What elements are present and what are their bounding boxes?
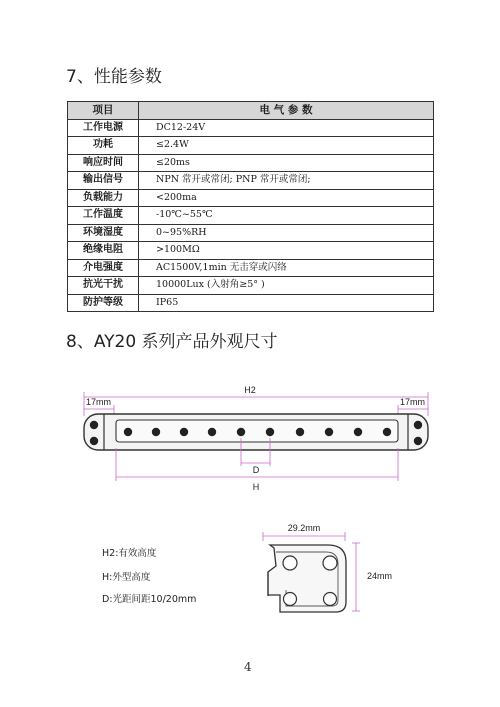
left-margin-dimension (84, 397, 114, 416)
row-key: 工作电源 (68, 119, 139, 137)
h2-label: H2 (244, 385, 256, 395)
row-value: AC1500V,1min 无击穿或闪络 (139, 259, 434, 277)
row-key: 负载能力 (68, 189, 139, 207)
header-params: 电 气 参 数 (139, 102, 434, 120)
row-value: 10000Lux (入射角≥5° ) (139, 277, 434, 295)
right-margin-label: 17mm (400, 397, 426, 407)
row-value: 0~95%RH (139, 224, 434, 242)
row-value: DC12-24V (139, 119, 434, 137)
d-label: D (252, 465, 260, 475)
row-key: 功耗 (68, 137, 139, 155)
row-key: 输出信号 (68, 172, 139, 190)
row-value: IP65 (139, 294, 434, 312)
legend-h: H:外型高度 (102, 572, 151, 583)
row-value: -10℃~55℃ (139, 207, 434, 225)
row-key: 抗光干扰 (68, 277, 139, 295)
row-value: ≤20ms (139, 154, 434, 172)
sensor-bar (84, 414, 428, 450)
legend-h2: H2:有效高度 (102, 548, 157, 559)
row-value: NPN 常开或常闭; PNP 常开或常闭; (139, 172, 434, 190)
width-label: 29.2mm (287, 523, 321, 533)
height-label: 24mm (367, 571, 393, 581)
legend-d: D:光距间距10/20mm (102, 594, 197, 605)
row-key: 工作温度 (68, 207, 139, 225)
row-key: 介电强度 (68, 259, 139, 277)
section-7-title: 7、性能参数 (66, 67, 162, 87)
h-label: H (252, 482, 260, 492)
h2-dimension (84, 385, 428, 416)
row-key: 响应时间 (68, 154, 139, 172)
row-value: <200ma (139, 189, 434, 207)
left-margin-label: 17mm (86, 397, 112, 407)
page-number: 4 (244, 660, 252, 674)
row-value: >100MΩ (139, 242, 434, 260)
header-item: 项目 (68, 102, 139, 120)
row-key: 防护等级 (68, 294, 139, 312)
section-8-title: 8、AY20 系列产品外观尺寸 (66, 332, 278, 352)
row-key: 绝缘电阻 (68, 242, 139, 260)
row-key: 环境湿度 (68, 224, 139, 242)
right-margin-dimension (398, 397, 428, 416)
cross-section (263, 523, 392, 612)
row-value: ≤2.4W (139, 137, 434, 155)
